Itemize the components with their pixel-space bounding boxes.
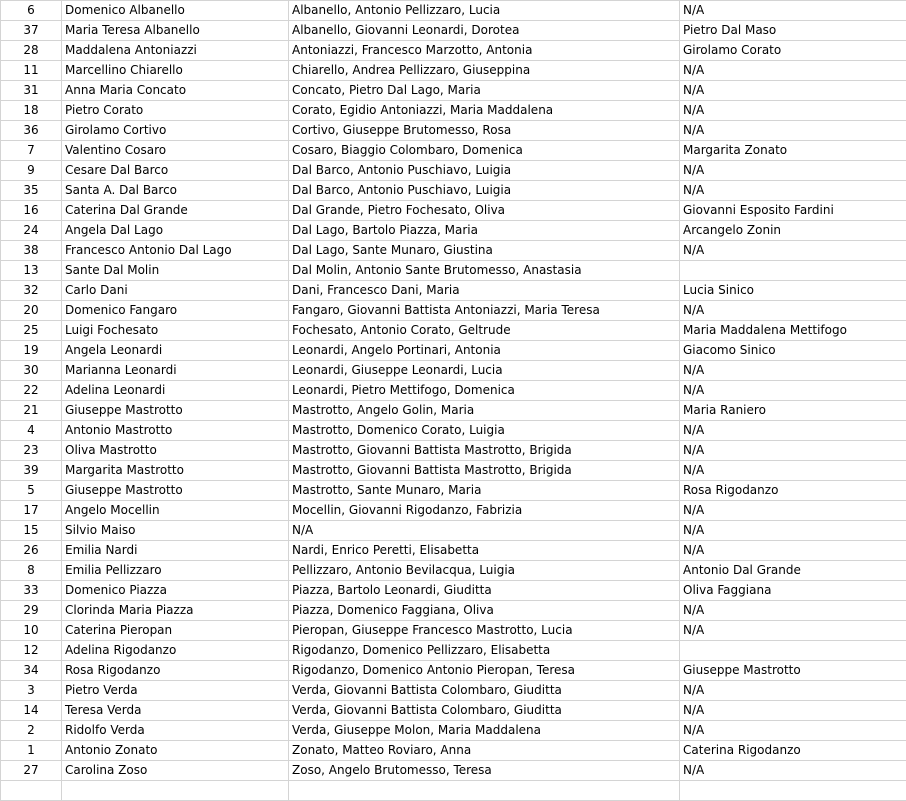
cell-id[interactable]: 25	[1, 321, 62, 341]
table-row	[1, 261, 906, 281]
cell-name[interactable]: Carlo Dani	[62, 281, 289, 301]
cell-parents[interactable]: Dani, Francesco Dani, Maria	[289, 281, 680, 301]
cell-id[interactable]: 35	[1, 181, 62, 201]
cell-parents[interactable]: Verda, Giovanni Battista Colombaro, Giuditta	[289, 701, 680, 721]
cell-name[interactable]: Maddalena Antoniazzi	[62, 41, 289, 61]
table-row	[1, 601, 906, 621]
cell-id[interactable]: 1	[1, 741, 62, 761]
cell-spouse[interactable]: Oliva Faggiana	[680, 581, 906, 601]
sheet-body	[1, 1, 906, 801]
cell-parents[interactable]: Leonardi, Angelo Portinari, Antonia	[289, 341, 680, 361]
table-row	[1, 321, 906, 341]
cell-spouse[interactable]: N/A	[680, 621, 906, 641]
cell-id[interactable]: 27	[1, 761, 62, 781]
cell-name[interactable]	[62, 781, 289, 801]
cell-id[interactable]: 26	[1, 541, 62, 561]
cell-parents[interactable]: Mastrotto, Domenico Corato, Luigia	[289, 421, 680, 441]
table-row	[1, 161, 906, 181]
table-row	[1, 441, 906, 461]
table-row	[1, 41, 906, 61]
table-row	[1, 301, 906, 321]
cell-id[interactable]: 9	[1, 161, 62, 181]
cell-id[interactable]: 2	[1, 721, 62, 741]
cell-id[interactable]: 22	[1, 381, 62, 401]
cell-spouse[interactable]: Maria Raniero	[680, 401, 906, 421]
cell-spouse[interactable]	[680, 781, 906, 801]
cell-parents[interactable]: Fangaro, Giovanni Battista Antoniazzi, Maria Teresa	[289, 301, 680, 321]
cell-spouse[interactable]: N/A	[680, 521, 906, 541]
cell-name[interactable]: Adelina Rigodanzo	[62, 641, 289, 661]
cell-name[interactable]: Rosa Rigodanzo	[62, 661, 289, 681]
cell-id[interactable]: 16	[1, 201, 62, 221]
table-row	[1, 721, 906, 741]
cell-parents[interactable]: Dal Grande, Pietro Fochesato, Oliva	[289, 201, 680, 221]
table-row	[1, 681, 906, 701]
cell-spouse[interactable]: N/A	[680, 541, 906, 561]
cell-id[interactable]: 6	[1, 1, 62, 21]
cell-id[interactable]: 19	[1, 341, 62, 361]
cell-id[interactable]: 36	[1, 121, 62, 141]
table-row	[1, 181, 906, 201]
cell-id[interactable]: 34	[1, 661, 62, 681]
cell-parents[interactable]: Chiarello, Andrea Pellizzaro, Giuseppina	[289, 61, 680, 81]
cell-name[interactable]: Margarita Mastrotto	[62, 461, 289, 481]
cell-spouse[interactable]: N/A	[680, 301, 906, 321]
cell-id[interactable]	[1, 781, 62, 801]
cell-id[interactable]: 24	[1, 221, 62, 241]
cell-id[interactable]: 10	[1, 621, 62, 641]
cell-parents[interactable]: Mastrotto, Sante Munaro, Maria	[289, 481, 680, 501]
cell-parents[interactable]: Rigodanzo, Domenico Antonio Pieropan, Teresa	[289, 661, 680, 681]
cell-name[interactable]: Domenico Fangaro	[62, 301, 289, 321]
cell-parents[interactable]: Dal Lago, Bartolo Piazza, Maria	[289, 221, 680, 241]
table-row	[1, 481, 906, 501]
cell-parents[interactable]: Mocellin, Giovanni Rigodanzo, Fabrizia	[289, 501, 680, 521]
table-row	[1, 701, 906, 721]
table-row	[1, 81, 906, 101]
cell-id[interactable]: 29	[1, 601, 62, 621]
cell-parents[interactable]: Cortivo, Giuseppe Brutomesso, Rosa	[289, 121, 680, 141]
cell-parents[interactable]: Leonardi, Pietro Mettifogo, Domenica	[289, 381, 680, 401]
table-row	[1, 461, 906, 481]
cell-parents[interactable]: Antoniazzi, Francesco Marzotto, Antonia	[289, 41, 680, 61]
cell-id[interactable]: 20	[1, 301, 62, 321]
cell-parents[interactable]: Zonato, Matteo Roviaro, Anna	[289, 741, 680, 761]
cell-spouse[interactable]: N/A	[680, 761, 906, 781]
cell-parents[interactable]: Mastrotto, Giovanni Battista Mastrotto, Brigida	[289, 461, 680, 481]
table-row	[1, 381, 906, 401]
table-row	[1, 761, 906, 781]
cell-id[interactable]: 15	[1, 521, 62, 541]
cell-id[interactable]: 23	[1, 441, 62, 461]
table-row	[1, 501, 906, 521]
cell-parents[interactable]: Mastrotto, Angelo Golin, Maria	[289, 401, 680, 421]
cell-spouse[interactable]	[680, 261, 906, 281]
cell-name[interactable]: Francesco Antonio Dal Lago	[62, 241, 289, 261]
cell-id[interactable]: 3	[1, 681, 62, 701]
cell-id[interactable]: 11	[1, 61, 62, 81]
cell-id[interactable]: 8	[1, 561, 62, 581]
cell-id[interactable]: 30	[1, 361, 62, 381]
table-row	[1, 421, 906, 441]
cell-spouse[interactable]: N/A	[680, 701, 906, 721]
cell-spouse[interactable]: N/A	[680, 461, 906, 481]
cell-id[interactable]: 7	[1, 141, 62, 161]
cell-name[interactable]: Antonio Zonato	[62, 741, 289, 761]
table-row	[1, 661, 906, 681]
cell-name[interactable]: Pietro Verda	[62, 681, 289, 701]
cell-spouse[interactable]: N/A	[680, 161, 906, 181]
cell-id[interactable]: 31	[1, 81, 62, 101]
cell-spouse[interactable]: N/A	[680, 181, 906, 201]
cell-name[interactable]: Caterina Pieropan	[62, 621, 289, 641]
cell-name[interactable]: Marianna Leonardi	[62, 361, 289, 381]
cell-name[interactable]: Santa A. Dal Barco	[62, 181, 289, 201]
table-row	[1, 641, 906, 661]
cell-parents[interactable]: Piazza, Bartolo Leonardi, Giuditta	[289, 581, 680, 601]
table-row	[1, 621, 906, 641]
cell-parents[interactable]: Mastrotto, Giovanni Battista Mastrotto, Brigida	[289, 441, 680, 461]
cell-name[interactable]: Oliva Mastrotto	[62, 441, 289, 461]
cell-id[interactable]: 13	[1, 261, 62, 281]
cell-spouse[interactable]: Margarita Zonato	[680, 141, 906, 161]
cell-name[interactable]: Adelina Leonardi	[62, 381, 289, 401]
cell-spouse[interactable]: N/A	[680, 501, 906, 521]
cell-id[interactable]: 12	[1, 641, 62, 661]
cell-parents[interactable]	[289, 781, 680, 801]
cell-parents[interactable]: Rigodanzo, Domenico Pellizzaro, Elisabetta	[289, 641, 680, 661]
table-row	[1, 741, 906, 761]
table-row	[1, 401, 906, 421]
cell-name[interactable]: Caterina Dal Grande	[62, 201, 289, 221]
cell-spouse[interactable]: Giuseppe Mastrotto	[680, 661, 906, 681]
cell-spouse[interactable]: Arcangelo Zonin	[680, 221, 906, 241]
cell-spouse[interactable]: N/A	[680, 241, 906, 261]
cell-parents[interactable]: Nardi, Enrico Peretti, Elisabetta	[289, 541, 680, 561]
cell-id[interactable]: 17	[1, 501, 62, 521]
cell-parents[interactable]: Albanello, Antonio Pellizzaro, Lucia	[289, 1, 680, 21]
cell-id[interactable]: 21	[1, 401, 62, 421]
table-row	[1, 121, 906, 141]
cell-parents[interactable]: N/A	[289, 521, 680, 541]
cell-spouse[interactable]: Pietro Dal Maso	[680, 21, 906, 41]
cell-parents[interactable]: Albanello, Giovanni Leonardi, Dorotea	[289, 21, 680, 41]
cell-parents[interactable]: Dal Lago, Sante Munaro, Giustina	[289, 241, 680, 261]
table-row	[1, 141, 906, 161]
cell-spouse[interactable]: N/A	[680, 81, 906, 101]
cell-name[interactable]: Giuseppe Mastrotto	[62, 481, 289, 501]
table-row	[1, 201, 906, 221]
cell-parents[interactable]: Pellizzaro, Antonio Bevilacqua, Luigia	[289, 561, 680, 581]
cell-id[interactable]: 33	[1, 581, 62, 601]
table-row	[1, 521, 906, 541]
cell-spouse[interactable]: N/A	[680, 601, 906, 621]
cell-parents[interactable]: Fochesato, Antonio Corato, Geltrude	[289, 321, 680, 341]
cell-spouse[interactable]: Rosa Rigodanzo	[680, 481, 906, 501]
cell-name[interactable]: Silvio Maiso	[62, 521, 289, 541]
cell-id[interactable]: 28	[1, 41, 62, 61]
cell-parents[interactable]: Pieropan, Giuseppe Francesco Mastrotto, Lucia	[289, 621, 680, 641]
table-row	[1, 241, 906, 261]
table-row	[1, 1, 906, 21]
table-row	[1, 781, 906, 801]
cell-name[interactable]: Emilia Pellizzaro	[62, 561, 289, 581]
table-row	[1, 281, 906, 301]
table-row	[1, 581, 906, 601]
cell-spouse[interactable]: N/A	[680, 61, 906, 81]
cell-name[interactable]: Teresa Verda	[62, 701, 289, 721]
cell-name[interactable]: Angela Dal Lago	[62, 221, 289, 241]
cell-parents[interactable]: Zoso, Angelo Brutomesso, Teresa	[289, 761, 680, 781]
cell-name[interactable]: Maria Teresa Albanello	[62, 21, 289, 41]
table-row	[1, 561, 906, 581]
cell-spouse[interactable]: Antonio Dal Grande	[680, 561, 906, 581]
cell-spouse[interactable]	[680, 641, 906, 661]
cell-name[interactable]: Valentino Cosaro	[62, 141, 289, 161]
cell-id[interactable]: 38	[1, 241, 62, 261]
cell-spouse[interactable]: N/A	[680, 721, 906, 741]
cell-parents[interactable]: Dal Molin, Antonio Sante Brutomesso, Anastasia	[289, 261, 680, 281]
cell-spouse[interactable]: N/A	[680, 421, 906, 441]
cell-spouse[interactable]: N/A	[680, 441, 906, 461]
cell-parents[interactable]: Piazza, Domenico Faggiana, Oliva	[289, 601, 680, 621]
cell-parents[interactable]: Concato, Pietro Dal Lago, Maria	[289, 81, 680, 101]
cell-name[interactable]: Giuseppe Mastrotto	[62, 401, 289, 421]
cell-name[interactable]: Emilia Nardi	[62, 541, 289, 561]
cell-spouse[interactable]: Caterina Rigodanzo	[680, 741, 906, 761]
cell-name[interactable]: Sante Dal Molin	[62, 261, 289, 281]
cell-spouse[interactable]: Giacomo Sinico	[680, 341, 906, 361]
cell-parents[interactable]: Verda, Giuseppe Molon, Maria Maddalena	[289, 721, 680, 741]
cell-parents[interactable]: Dal Barco, Antonio Puschiavo, Luigia	[289, 161, 680, 181]
cell-spouse[interactable]: N/A	[680, 101, 906, 121]
table-row	[1, 541, 906, 561]
cell-spouse[interactable]: N/A	[680, 381, 906, 401]
cell-parents[interactable]: Dal Barco, Antonio Puschiavo, Luigia	[289, 181, 680, 201]
cell-name[interactable]: Pietro Corato	[62, 101, 289, 121]
cell-spouse[interactable]: Maria Maddalena Mettifogo	[680, 321, 906, 341]
cell-name[interactable]: Anna Maria Concato	[62, 81, 289, 101]
table-row	[1, 101, 906, 121]
cell-name[interactable]: Angelo Mocellin	[62, 501, 289, 521]
cell-spouse[interactable]: Girolamo Corato	[680, 41, 906, 61]
table-row	[1, 61, 906, 81]
cell-id[interactable]: 39	[1, 461, 62, 481]
cell-name[interactable]: Angela Leonardi	[62, 341, 289, 361]
cell-name[interactable]: Antonio Mastrotto	[62, 421, 289, 441]
cell-id[interactable]: 4	[1, 421, 62, 441]
cell-id[interactable]: 37	[1, 21, 62, 41]
cell-name[interactable]: Domenico Piazza	[62, 581, 289, 601]
table-row	[1, 221, 906, 241]
cell-name[interactable]: Clorinda Maria Piazza	[62, 601, 289, 621]
cell-name[interactable]: Marcellino Chiarello	[62, 61, 289, 81]
cell-spouse[interactable]: Giovanni Esposito Fardini	[680, 201, 906, 221]
cell-parents[interactable]: Cosaro, Biaggio Colombaro, Domenica	[289, 141, 680, 161]
cell-parents[interactable]: Corato, Egidio Antoniazzi, Maria Maddalena	[289, 101, 680, 121]
cell-name[interactable]: Domenico Albanello	[62, 1, 289, 21]
cell-parents[interactable]: Verda, Giovanni Battista Colombaro, Giuditta	[289, 681, 680, 701]
cell-id[interactable]: 5	[1, 481, 62, 501]
cell-spouse[interactable]: N/A	[680, 1, 906, 21]
cell-name[interactable]: Carolina Zoso	[62, 761, 289, 781]
cell-id[interactable]: 18	[1, 101, 62, 121]
cell-spouse[interactable]: N/A	[680, 121, 906, 141]
cell-parents[interactable]: Leonardi, Giuseppe Leonardi, Lucia	[289, 361, 680, 381]
table-row	[1, 361, 906, 381]
cell-id[interactable]: 32	[1, 281, 62, 301]
cell-spouse[interactable]: N/A	[680, 681, 906, 701]
cell-spouse[interactable]: Lucia Sinico	[680, 281, 906, 301]
cell-id[interactable]: 14	[1, 701, 62, 721]
cell-name[interactable]: Cesare Dal Barco	[62, 161, 289, 181]
table-row	[1, 341, 906, 361]
cell-name[interactable]: Luigi Fochesato	[62, 321, 289, 341]
cell-spouse[interactable]: N/A	[680, 361, 906, 381]
table-row	[1, 21, 906, 41]
cell-name[interactable]: Girolamo Cortivo	[62, 121, 289, 141]
cell-name[interactable]: Ridolfo Verda	[62, 721, 289, 741]
